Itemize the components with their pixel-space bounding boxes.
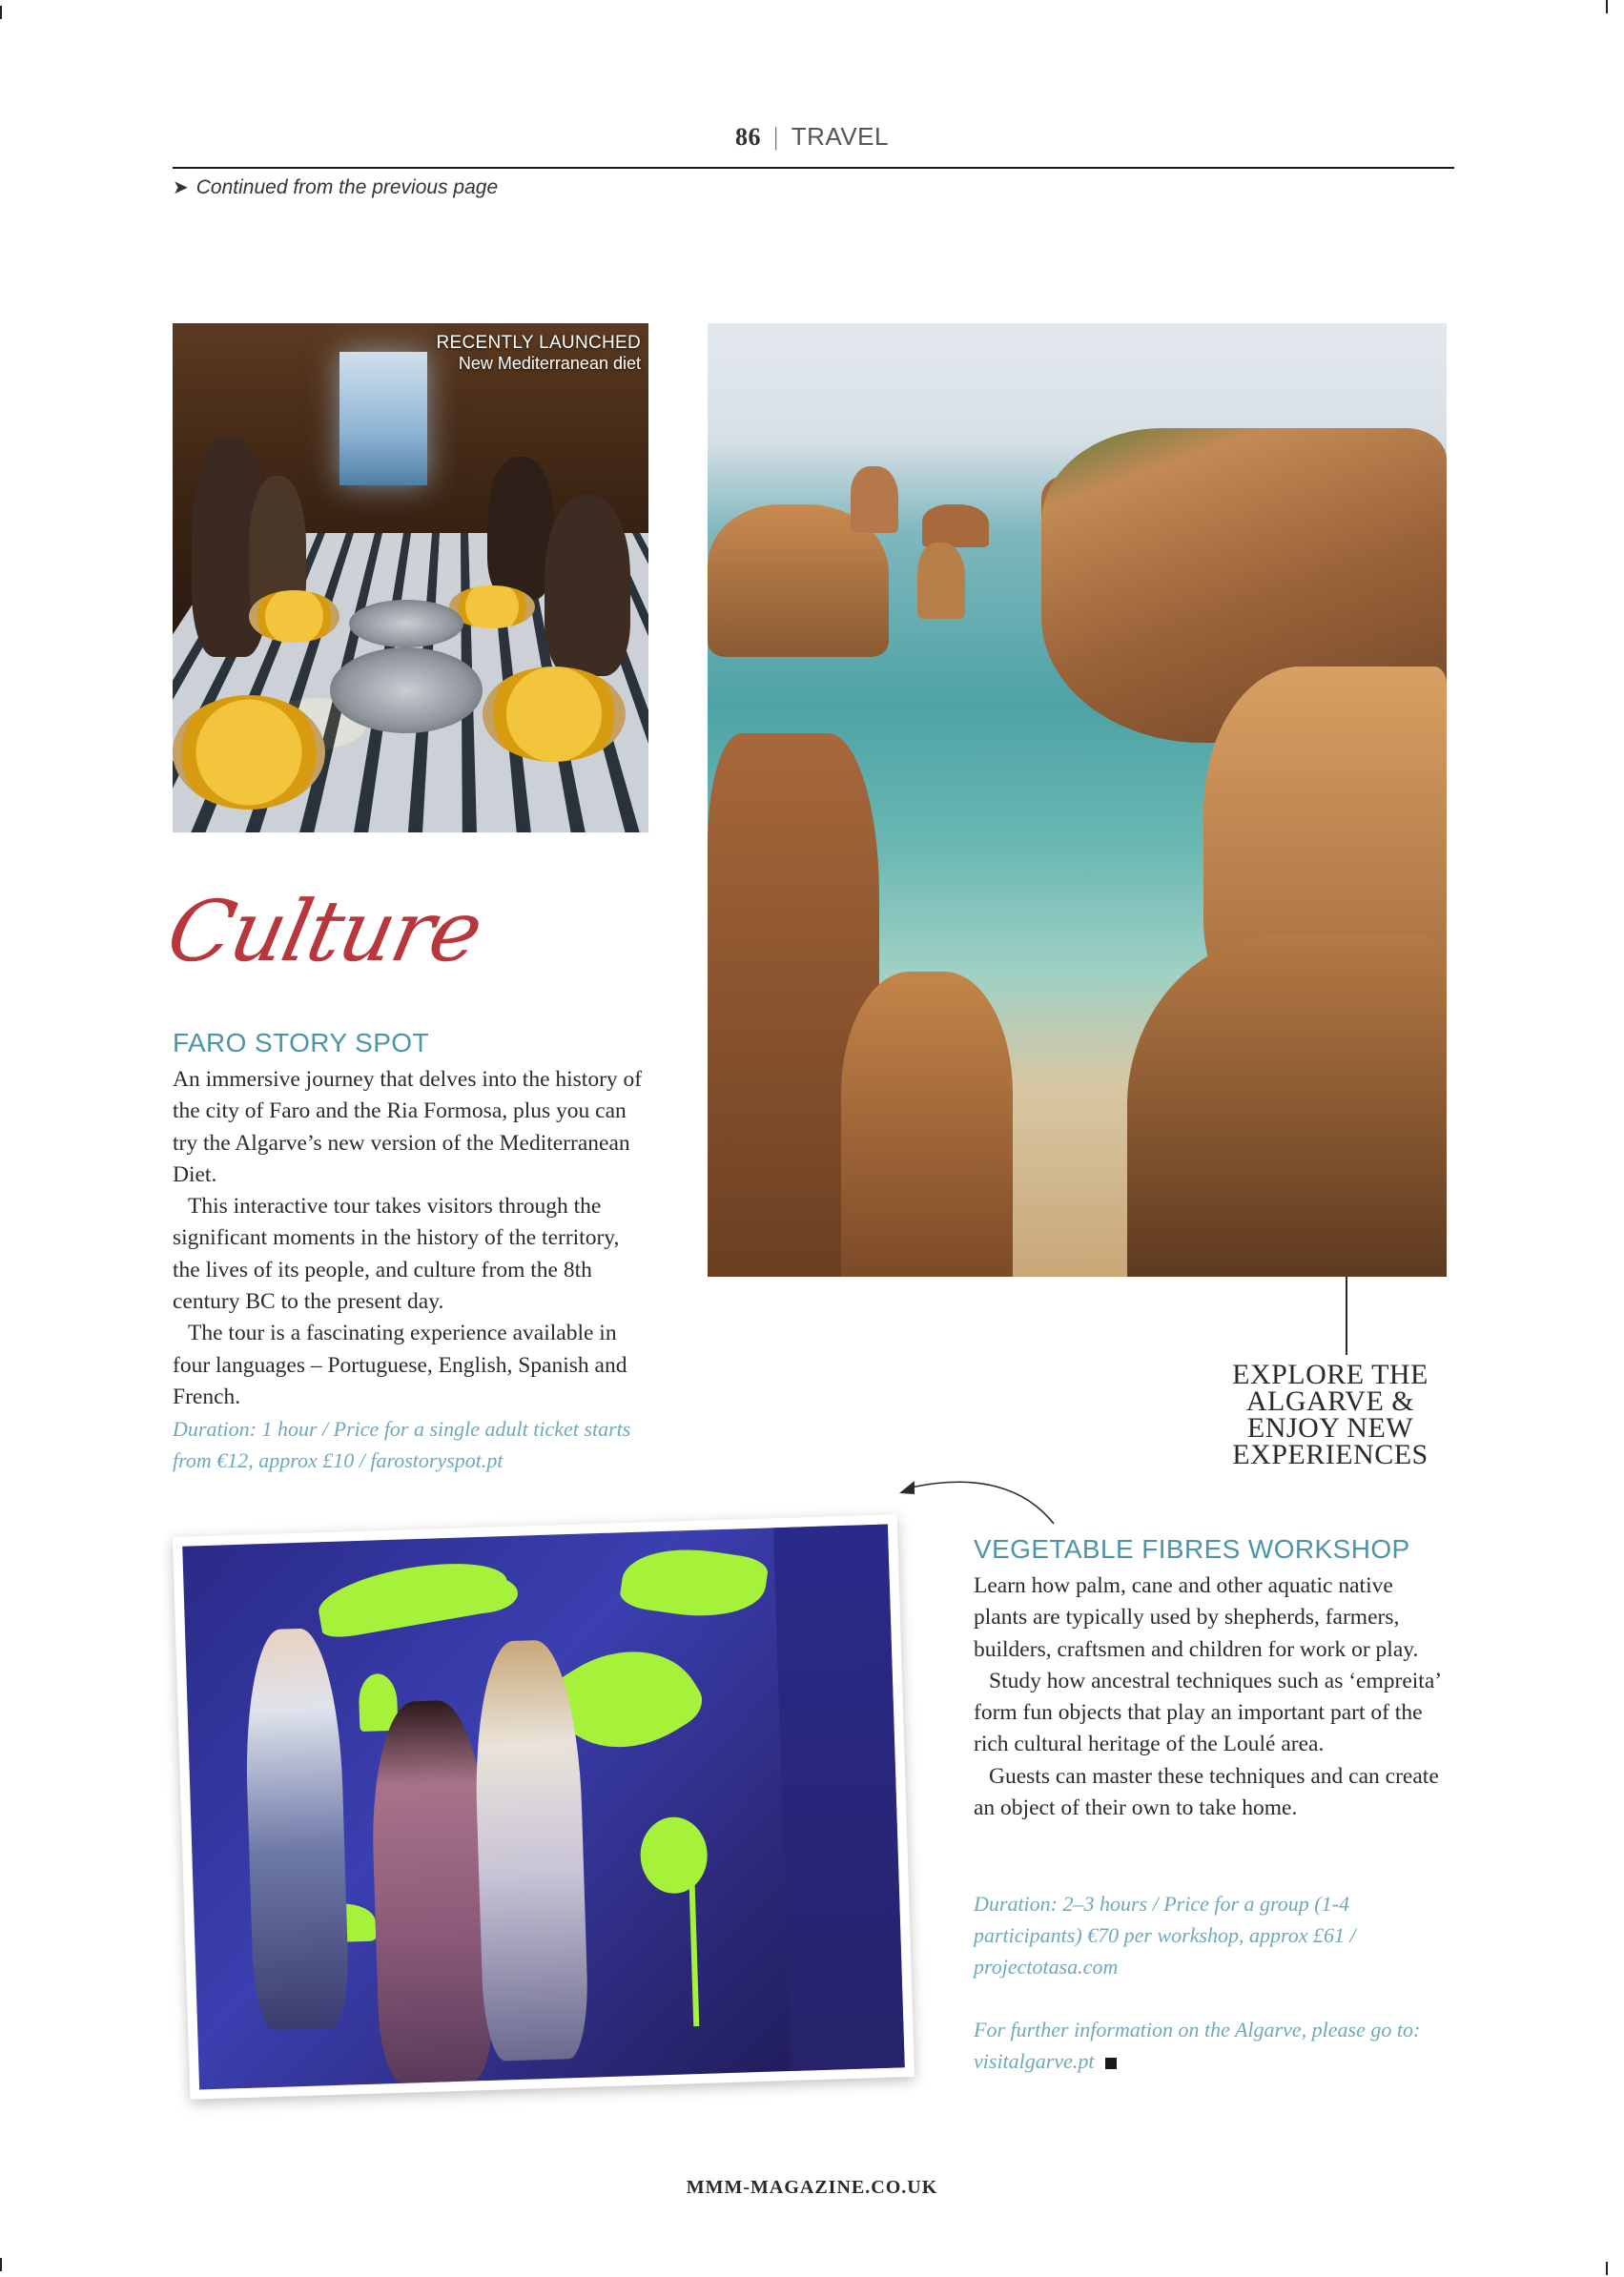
rock-formation xyxy=(851,466,898,533)
diner-silhouette xyxy=(545,495,630,676)
plate xyxy=(483,667,626,762)
vegetable-paragraph: Study how ancestral techniques such as ‘empreita’ form fun objects that play an important part of the rich cultural heritage of the Loulé area. xyxy=(974,1668,1441,1757)
faro-info: Duration: 1 hour / Price for a single adult ticket starts from €12, approx £10 / farostoryspot.pt xyxy=(173,1417,631,1472)
footer-site: MMM-MAGAZINE.CO.UK xyxy=(686,2177,938,2198)
pan xyxy=(330,647,483,733)
explore-line1: EXPLORE THE xyxy=(1232,1359,1429,1390)
curved-arrow-icon xyxy=(892,1468,1063,1526)
faro-body xyxy=(173,1064,649,1413)
culture-script-title: Culture xyxy=(159,882,490,980)
faro-paragraph: An immersive journey that delves into the history of the city of Faro and the Ria Formosa, plus you can try the Algarve’s new version of the Mediterranean Diet. xyxy=(173,1067,643,1187)
crop-mark xyxy=(0,2258,2,2271)
rock-formation xyxy=(917,543,965,619)
continued-text: Continued from the previous page xyxy=(195,176,499,198)
algarve-coast-photo xyxy=(708,323,1447,1277)
rock-formation xyxy=(922,504,989,547)
bird-silhouette xyxy=(618,1540,769,1627)
faro-heading: FARO STORY SPOT xyxy=(173,1028,429,1057)
rock-formation xyxy=(841,972,1013,1277)
visitor-silhouette xyxy=(242,1628,350,2031)
vegetable-fibres-photo xyxy=(173,1514,915,2100)
further-info-text: For further information on the Algarve, please go to: visitalgarve.pt xyxy=(974,2018,1421,2073)
arrow-right-icon: ➤ xyxy=(173,177,189,198)
wall-panel xyxy=(773,1525,905,2071)
further-info xyxy=(974,2014,1450,2077)
section-name: TRAVEL xyxy=(791,122,889,151)
crop-mark xyxy=(0,6,2,19)
page-header xyxy=(0,122,1624,152)
pan xyxy=(349,600,463,647)
explore-line4: EXPERIENCES xyxy=(1232,1439,1429,1470)
faro-paragraph: This interactive tour takes visitors through the significant moments in the history of the territory, the lives of its people, and culture from the 8th century BC to the present day. xyxy=(173,1194,620,1315)
plate xyxy=(173,695,325,810)
dinner-caption-line2: New Mediterranean diet xyxy=(458,353,641,373)
dinner-photo xyxy=(173,323,648,832)
header-rule xyxy=(173,167,1454,169)
page-number: 86 xyxy=(735,123,762,151)
rock-formation xyxy=(1127,933,1447,1277)
header-separator: | xyxy=(773,123,779,151)
faro-paragraph: The tour is a fascinating experience available in four languages – Portuguese, English, Spanish and French. xyxy=(173,1321,627,1409)
vegetable-info: Duration: 2–3 hours / Price for a group (1-4 participants) €70 per workshop, approx £61 / projectotasa.com xyxy=(974,1892,1356,1979)
visitor-silhouette xyxy=(368,1699,495,2084)
vegetable-paragraph: Learn how palm, cane and other aquatic native plants are typically used by shepherds, farmers, builders, craftsmen and children for work or play. xyxy=(974,1573,1419,1662)
pointer-line xyxy=(1346,1277,1347,1355)
crop-mark xyxy=(1606,2262,1608,2275)
bird-silhouette xyxy=(441,1574,518,1614)
explore-line3: ENJOY NEW xyxy=(1246,1412,1414,1444)
plate xyxy=(249,590,339,643)
bird-silhouette xyxy=(689,1883,700,2026)
projection-screen xyxy=(339,352,427,485)
continued-note xyxy=(173,175,498,199)
end-mark-icon xyxy=(1105,2058,1117,2069)
vegetable-body xyxy=(974,1570,1450,1824)
dinner-caption xyxy=(437,333,642,374)
dinner-caption-line1: RECENTLY LAUNCHED xyxy=(436,333,641,353)
explore-callout xyxy=(1211,1359,1449,1470)
vegetable-paragraph: Guests can master these techniques and can create an object of their own to take home. xyxy=(974,1763,1439,1821)
bird-silhouette xyxy=(639,1816,708,1895)
crop-mark xyxy=(1606,0,1608,13)
vegetable-heading: VEGETABLE FIBRES WORKSHOP xyxy=(974,1534,1410,1564)
explore-line2: ALGARVE & xyxy=(1245,1385,1415,1417)
